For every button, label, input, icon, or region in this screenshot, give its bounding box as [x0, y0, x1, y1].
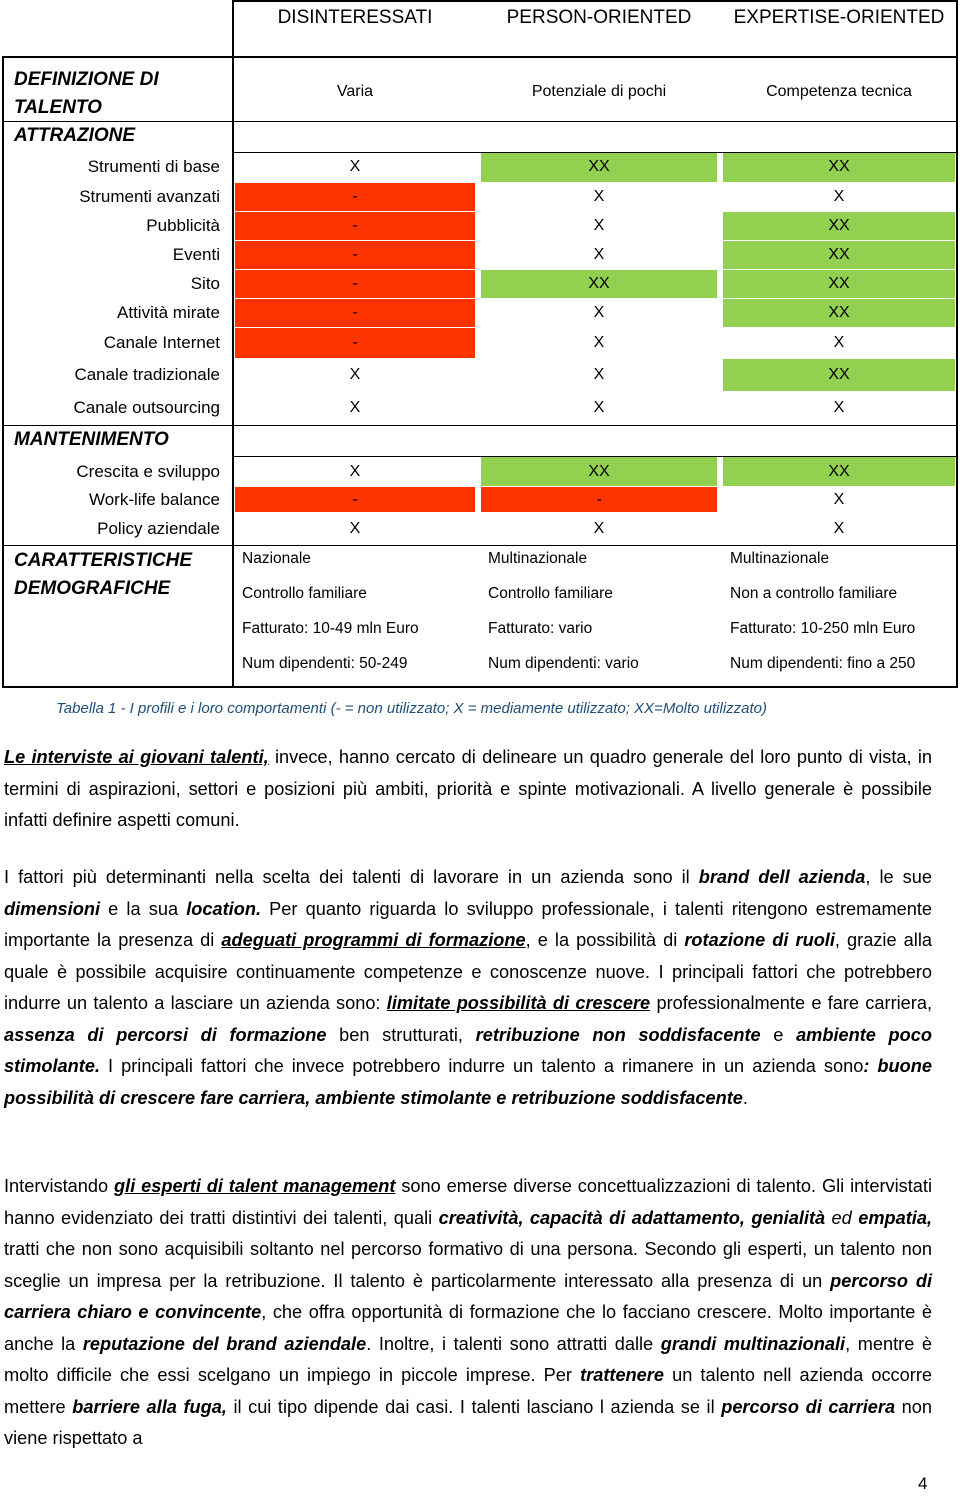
rating-cell: X: [833, 520, 845, 537]
row-label: Attività mirate: [117, 303, 220, 322]
profiles-table: [2, 0, 958, 688]
table-border: [2, 121, 958, 122]
table-border: [232, 0, 234, 688]
row-label: Strumenti avanzati: [79, 187, 220, 206]
rating-cell: X: [833, 334, 845, 351]
rating-cell: X: [593, 366, 605, 383]
rating-cell: -: [235, 487, 475, 512]
demographic-item: Num dipendenti: 50-249: [242, 655, 408, 672]
rating-cell: XX: [723, 299, 955, 327]
row-label: Strumenti di base: [87, 157, 220, 176]
definizione-value: Potenziale di pochi: [531, 83, 667, 100]
demographic-item: Multinazionale: [730, 550, 830, 567]
rating-cell: XX: [481, 457, 717, 486]
rating-cell: XX: [723, 212, 955, 240]
page-number: 4: [918, 1474, 928, 1493]
rating-cell: X: [349, 399, 361, 416]
giovani-talenti-text: invece, hanno cercato di delineare un quadro generale del loro punto di vista, in termini di aspirazioni, settori e posizioni più ambiti, priorità e spinte motivazionali. A livello generale è possibile infatti definire aspetti comuni.: [4, 747, 933, 830]
table-border: [2, 56, 4, 688]
table-caption: Tabella 1 - I profili e i loro comportamenti (- = non utilizzato; X = mediamente utilizzato; XX=Molto utilizzato): [56, 700, 768, 717]
definizione-value: Varia: [336, 83, 374, 100]
demographic-item: Controllo familiare: [242, 585, 367, 602]
table-border: [2, 56, 958, 58]
rating-cell: X: [593, 217, 605, 234]
table-border: [232, 0, 958, 2]
row-label: Policy aziendale: [97, 519, 220, 538]
rating-cell: XX: [723, 241, 955, 269]
table-border: [232, 122, 233, 152]
section-demografiche: CARATTERISTICHE: [14, 550, 193, 571]
rating-cell: X: [593, 304, 605, 321]
demographic-item: Fatturato: vario: [488, 620, 593, 637]
rating-cell: X: [349, 463, 361, 480]
rating-cell: X: [833, 399, 845, 416]
giovani-talenti-lead: Le interviste ai giovani talenti,: [4, 747, 269, 767]
demographic-item: Nazionale: [242, 550, 311, 567]
rating-cell: -: [235, 183, 475, 211]
rating-cell: -: [235, 241, 475, 269]
demographic-item: Num dipendenti: vario: [488, 655, 639, 672]
row-label: Canale tradizionale: [74, 365, 220, 384]
rating-cell: X: [593, 188, 605, 205]
rating-cell: X: [833, 491, 845, 508]
rating-cell: -: [235, 299, 475, 327]
rating-cell: XX: [481, 152, 717, 182]
demographic-item: Fatturato: 10-49 mln Euro: [242, 620, 419, 637]
rating-cell: -: [481, 487, 717, 512]
row-label: Work-life balance: [88, 490, 220, 509]
row-label: Eventi: [172, 245, 220, 264]
rating-cell: -: [235, 270, 475, 298]
section-definizione: DEFINIZIONE DI TALENTO: [14, 69, 159, 118]
demographic-item: Controllo familiare: [488, 585, 613, 602]
rating-cell: XX: [723, 359, 955, 391]
paragraph-giovani-talenti: [4, 742, 932, 837]
rating-cell: -: [235, 212, 475, 240]
section-demografiche: DEMOGRAFICHE: [14, 578, 171, 599]
rating-cell: -: [235, 328, 475, 358]
column-header: PERSON-ORIENTED: [506, 7, 692, 28]
rating-cell: X: [593, 246, 605, 263]
table-border: [232, 456, 958, 457]
row-label: Canale outsourcing: [73, 398, 220, 417]
rating-cell: X: [593, 334, 605, 351]
paragraph-fattori: I fattori più determinanti nella scelta dei talenti di lavorare in un azienda sono il brand dell azienda, le sue dimensioni e la sua location. Per quanto riguarda lo sviluppo professionale, i talenti ritengono estremamente importante la presenza di adeguati programmi di formazione, e la possibilità di rotazione di ruoli, grazie alla quale è possibile acquisire continuamente competenze e conoscenze nuove. I principali fattori che potrebbero indurre un talento a lasciare un azienda sono: limitate possibilità di crescere professionalmente e fare carriera, assenza di percorsi di formazione ben strutturati, retribuzione non soddisfacente e ambiente poco stimolante. I principali fattori che invece potrebbero indurre un talento a rimanere in un azienda sono: buone possibilità di crescere fare carriera, ambiente stimolante e retribuzione soddisfacente.: [4, 867, 933, 1108]
column-header: EXPERTISE-ORIENTED: [733, 7, 945, 28]
row-label: Sito: [190, 274, 220, 293]
table-border: [2, 425, 958, 426]
rating-cell: XX: [481, 270, 717, 298]
rating-cell: X: [593, 399, 605, 416]
demographic-item: Non a controllo familiare: [730, 585, 898, 602]
demographic-item: Fatturato: 10-250 mln Euro: [730, 620, 916, 637]
rating-cell: XX: [723, 152, 955, 182]
rating-cell: X: [593, 520, 605, 537]
rating-cell: X: [349, 158, 361, 175]
table-border: [2, 686, 958, 688]
demographic-item: Num dipendenti: fino a 250: [730, 655, 916, 672]
table-border: [956, 122, 958, 152]
rating-cell: X: [349, 520, 361, 537]
table-border: [956, 0, 958, 58]
rating-cell: X: [349, 366, 361, 383]
rating-cell: XX: [723, 270, 955, 298]
rating-cell: X: [833, 188, 845, 205]
row-label: Crescita e sviluppo: [76, 462, 220, 481]
column-header: DISINTERESSATI: [277, 7, 433, 28]
demographic-item: Multinazionale: [488, 550, 588, 567]
table-border: [2, 545, 958, 546]
row-label: Pubblicità: [146, 216, 220, 235]
definizione-value: Competenza tecnica: [766, 83, 912, 100]
table-border: [232, 152, 958, 153]
section-mantenimento: MANTENIMENTO: [14, 429, 169, 450]
paragraph-esperti: Intervistando gli esperti di talent management sono emerse diverse concettualizzazioni di talento. Gli intervistati hanno evidenziato dei tratti distintivi dei talenti, quali creatività, capacità di adattamento, genialità ed empatia, tratti che non sono acquisibili soltanto nel percorso formativo di una persona. Secondo gli esperti, un talento non sceglie un impresa per la retribuzione. Il talento è particolarmente interessato alla presenza di un percorso di carriera chiaro e convincente, che offra opportunità di formazione che lo facciano crescere. Molto importante è anche la reputazione del brand aziendale. Inoltre, i talenti sono attratti dalle grandi multinazionali, mentre è molto difficile che essi scelgano un impiego in piccole imprese. Per trattenere un talento nell azienda occorre mettere barriere alla fuga, il cui tipo dipende dai casi. I talenti lasciano l azienda se il percorso di carriera non viene rispettato a: [4, 1176, 932, 1448]
rating-cell: XX: [723, 457, 955, 486]
row-label: Canale Internet: [103, 333, 220, 352]
section-attrazione: ATTRAZIONE: [14, 125, 136, 146]
